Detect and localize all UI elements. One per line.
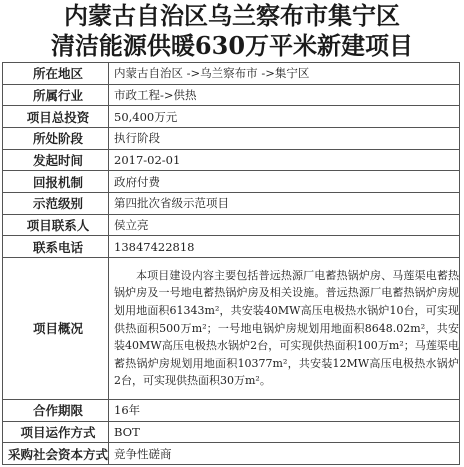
row-label-start-date: 发起时间 xyxy=(3,149,109,171)
table-row xyxy=(3,421,460,443)
row-label-phone: 联系电话 xyxy=(3,236,109,258)
table-row xyxy=(3,443,460,465)
table-row xyxy=(3,257,460,399)
row-label-contact: 项目联系人 xyxy=(3,214,109,236)
row-value-industry: 市政工程->供热 xyxy=(109,84,460,106)
table-row xyxy=(3,236,460,258)
table-row xyxy=(3,214,460,236)
table-row xyxy=(3,399,460,421)
row-value-demo-level: 第四批次省级示范项目 xyxy=(109,192,460,214)
row-value-overview: 本项目建设内容主要包括普远热源厂电蓄热锅炉房、马莲渠电蓄热锅炉房及一号地电蓄热锅炉房及相关设施。普远热源厂电蓄热锅炉房规划用地面积61343m²，共安装40MW高压电极热水锅炉10台，可实现供热面积500万m²；一号地电锅炉房规划用地面积8648.02m²，共安装40MW高压电极热水锅炉2台，可实现供热面积100万m²；马莲渠电蓄热锅炉房规划用地面积10377m²，共安装12MW高压电极热水锅炉2台，可实现供热面积30万m²。 xyxy=(109,257,460,399)
row-value-operation-mode: BOT xyxy=(109,421,460,443)
row-value-phone: 13847422818 xyxy=(109,236,460,258)
row-label-return-mechanism: 回报机制 xyxy=(3,171,109,193)
row-value-contact: 侯立亮 xyxy=(109,214,460,236)
row-label-procurement: 采购社会资本方式 xyxy=(3,443,109,465)
project-info-table xyxy=(2,62,460,465)
row-value-return-mechanism: 政府付费 xyxy=(109,171,460,193)
row-label-demo-level: 示范级别 xyxy=(3,192,109,214)
row-value-procurement: 竞争性磋商 xyxy=(109,443,460,465)
row-value-term: 16年 xyxy=(109,399,460,421)
row-label-overview: 项目概况 xyxy=(3,257,109,399)
row-label-region: 所在地区 xyxy=(3,63,109,85)
row-label-term: 合作期限 xyxy=(3,399,109,421)
row-value-start-date: 2017-02-01 xyxy=(109,149,460,171)
title-line-1: 内蒙古自治区乌兰察布市集宁区 xyxy=(64,1,400,30)
row-value-region: 内蒙古自治区 ->乌兰察布市 ->集宁区 xyxy=(109,63,460,85)
row-label-operation-mode: 项目运作方式 xyxy=(3,421,109,443)
table-row xyxy=(3,149,460,171)
row-label-industry: 所属行业 xyxy=(3,84,109,106)
table-row xyxy=(3,63,460,85)
table-row xyxy=(3,192,460,214)
row-label-investment: 项目总投资 xyxy=(3,106,109,128)
document-title xyxy=(0,0,464,62)
table-row xyxy=(3,84,460,106)
title-line-2: 清洁能源供暖630万平米新建项目 xyxy=(50,31,414,60)
table-row xyxy=(3,127,460,149)
table-row xyxy=(3,171,460,193)
row-value-investment: 50,400万元 xyxy=(109,106,460,128)
row-label-stage: 所处阶段 xyxy=(3,127,109,149)
table-row xyxy=(3,106,460,128)
row-value-stage: 执行阶段 xyxy=(109,127,460,149)
